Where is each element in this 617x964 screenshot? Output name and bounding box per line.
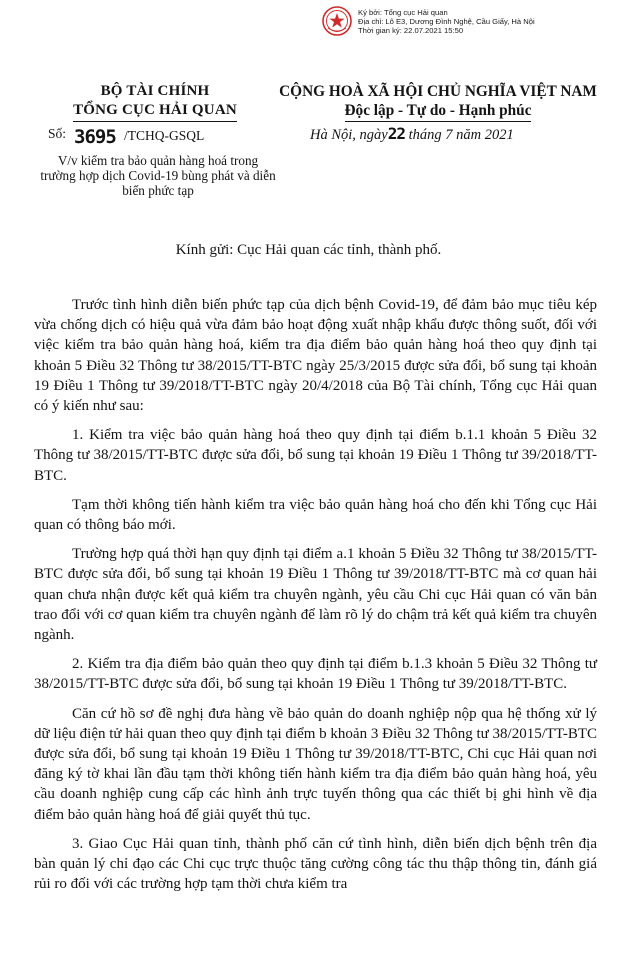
national-title: CỘNG HOÀ XÃ HỘI CHỦ NGHĨA VIỆT NAM bbox=[279, 83, 597, 100]
digital-signature bbox=[322, 6, 612, 36]
national-motto: Độc lập - Tự do - Hạnh phúc bbox=[345, 101, 532, 122]
paragraph: Tạm thời không tiến hành kiểm tra việc bảo quản hàng hoá cho đến khi Tổng cục Hải quan có thông báo mới. bbox=[34, 496, 597, 534]
paragraph: Căn cứ hồ sơ đề nghị đưa hàng về bảo quản do doanh nghiệp nộp qua hệ thống xử lý dữ liệu điện tử hải quan theo quy định tại điểm b khoản 3 Điều 32 Thông tư 38/2015/TT-BTC được sửa đổi, bổ sung tại khoản 19 Điều 1 Thông tư 39/2018/TT-BTC, Chi cục Hải quan nơi đăng ký tờ khai lần đầu tạm thời không tiến hành kiểm tra địa điểm bảo quản hàng hoá, yêu cầu doanh nghiệp cung cấp các hình ảnh trực tuyến thông qua các thiết bị ghi hình về địa điểm bảo quản hàng hoá để giải quyết thủ tục. bbox=[34, 705, 597, 823]
paragraph: 1. Kiểm tra việc bảo quản hàng hoá theo quy định tại điểm b.1.1 khoản 5 Điều 32 Thông tư 38/2015/TT-BTC được sửa đổi, bổ sung tại khoản 19 Điều 1 Thông tư 39/2018/TT-BTC. bbox=[34, 427, 597, 484]
document-number: 3695 bbox=[74, 126, 116, 148]
national-header bbox=[262, 82, 614, 122]
date-prefix: Hà Nội, ngày bbox=[310, 127, 388, 143]
date-suffix: tháng 7 năm 2021 bbox=[408, 127, 514, 143]
date-day: 22 bbox=[387, 124, 405, 143]
document-date bbox=[310, 124, 514, 144]
signature-signed-by: Ký bởi: Tổng cục Hải quan bbox=[358, 8, 448, 17]
paragraph: Trước tình hình diễn biến phức tạp của dịch bệnh Covid-19, để đảm bảo mục tiêu kép vừa chống dịch có hiệu quả vừa đảm bảo hoạt động xuất nhập khẩu được thông suốt, đối với việc kiểm tra bảo quản hàng hoá, kiểm tra địa điểm bảo quản hàng hoá theo quy định tại khoản 5 Điều 32 Thông tư 38/2015/TT-BTC ngày 25/3/2015 được sửa đổi, bổ sung tại khoản 19 Điều 1 Thông tư 39/2018/TT-BTC ngày 20/4/2018 của Bộ Tài chính, Tổng cục Hải quan có ý kiến như sau: bbox=[34, 297, 597, 415]
paragraph: 3. Giao Cục Hải quan tỉnh, thành phố căn cứ tình hình, diễn biến dịch bệnh trên địa bàn quản lý chỉ đạo các Chi cục trực thuộc tăng cường công tác thu thập thông tin, đánh giá rủi ro đối với các trường hợp tạm thời chưa kiểm tra bbox=[34, 835, 597, 893]
department-name: TỔNG CỤC HẢI QUAN bbox=[73, 101, 237, 122]
seal-emblem-icon bbox=[322, 6, 352, 36]
signature-time: Thời gian ký: 22.07.2021 15:50 bbox=[358, 26, 464, 35]
issuer-header bbox=[40, 82, 270, 122]
document-body bbox=[34, 295, 597, 903]
document-number-label: Số: bbox=[48, 126, 67, 141]
ministry-name: BỘ TÀI CHÍNH bbox=[100, 83, 210, 99]
document-code: /TCHQ-GSQL bbox=[124, 128, 205, 143]
recipient-line: Kính gửi: Cục Hải quan các tỉnh, thành phố. bbox=[175, 242, 442, 258]
signature-address: Địa chỉ: Lô E3, Dương Đình Nghệ, Cầu Giấy, Hà Nội bbox=[358, 17, 535, 26]
paragraph: 2. Kiểm tra địa điểm bảo quản theo quy định tại điểm b.1.3 khoản 5 Điều 32 Thông tư 38/2015/TT-BTC được sửa đổi, bổ sung tại khoản 19 Điều 1 Thông tư 39/2018/TT-BTC. bbox=[34, 656, 597, 693]
paragraph: Trường hợp quá thời hạn quy định tại điểm a.1 khoản 5 Điều 32 Thông tư 38/2015/TT-BTC được sửa đổi, bổ sung tại khoản 19 Điều 1 Thông tư 39/2018/TT-BTC mà cơ quan hải quan chưa nhận được kết quả kiểm tra chuyên ngành, yêu cầu Chi cục Hải quan có văn bản trao đổi với cơ quan kiểm tra chuyên ngành để làm rõ lý do chậm trả kết quả kiểm tra chuyên ngành. bbox=[34, 546, 597, 644]
document-subject: V/v kiểm tra bảo quản hàng hoá trong trường hợp dịch Covid-19 bùng phát và diễn biến phức tạp bbox=[40, 153, 276, 198]
